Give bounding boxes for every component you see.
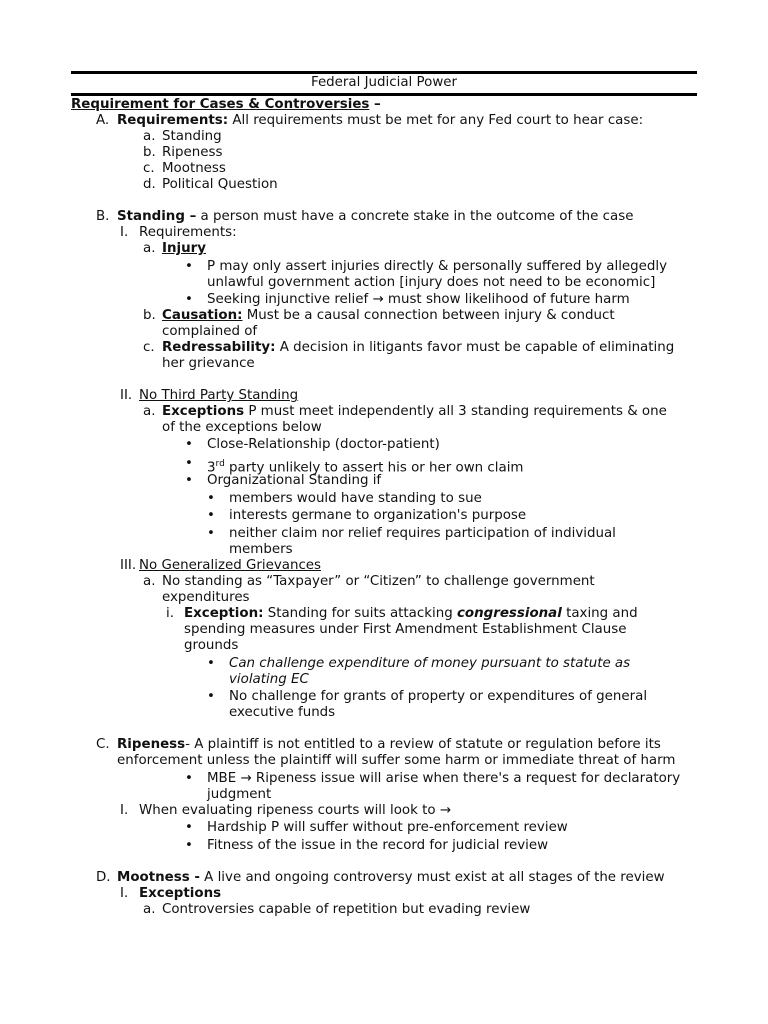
item-C-label: Ripeness bbox=[117, 737, 186, 752]
item-B bbox=[96, 209, 633, 225]
list-num: a. bbox=[143, 241, 156, 256]
list-num: a. bbox=[143, 129, 156, 144]
roman-num: III. bbox=[120, 558, 137, 573]
D-I bbox=[120, 886, 221, 902]
bullet-item: • MBE → Ripeness issue will arise when there's a request for declaratory bbox=[207, 771, 680, 787]
list-num: a. bbox=[143, 574, 156, 589]
exception-label: Exception: bbox=[184, 606, 264, 621]
sub-bullet-item: • neither claim nor relief requires participation of individual bbox=[229, 526, 616, 542]
B-I-a bbox=[143, 241, 206, 257]
sub-bullet-item: • interests germane to organization's purpose bbox=[229, 508, 526, 524]
causation-label: Causation: bbox=[162, 308, 243, 323]
item-C bbox=[96, 737, 661, 753]
exception-text-end: taxing and bbox=[561, 606, 638, 621]
list-item bbox=[143, 161, 226, 177]
roman-text: Requirements: bbox=[139, 225, 237, 240]
redressability-label: Redressability: bbox=[162, 340, 276, 355]
ordinal-suffix: rd bbox=[215, 459, 225, 469]
list-text: Mootness bbox=[162, 161, 226, 176]
bullet-continuation: members bbox=[229, 542, 293, 557]
D-I-a bbox=[143, 902, 530, 918]
item-A-text: All requirements must be met for any Fed court to hear case: bbox=[228, 113, 644, 128]
roman-num: I. bbox=[120, 886, 129, 901]
B-III-i bbox=[166, 606, 638, 622]
list-item bbox=[143, 145, 222, 161]
bullet-item: • Hardship P will suffer without pre-enforcement review bbox=[207, 820, 568, 836]
item-A-label: Requirements: bbox=[117, 113, 229, 128]
sub-bullet-item: • members would have standing to sue bbox=[229, 491, 482, 507]
item-A bbox=[96, 113, 643, 129]
bullet-item: • No challenge for grants of property or expenditures of general bbox=[229, 689, 647, 705]
item-D-label: Mootness - bbox=[117, 870, 200, 885]
bullet-continuation: executive funds bbox=[229, 705, 336, 720]
roman-num: I. bbox=[120, 803, 129, 818]
continuation: expenditures bbox=[162, 590, 250, 605]
bullet-continuation: judgment bbox=[207, 787, 272, 802]
B-III bbox=[120, 558, 321, 574]
item-C-num: C. bbox=[96, 737, 110, 752]
B-III-a bbox=[143, 574, 595, 590]
title-rule bbox=[71, 93, 697, 96]
roman-text: When evaluating ripeness courts will look to → bbox=[139, 803, 452, 818]
ordinal-number: 3 bbox=[207, 460, 216, 476]
roman-num: I. bbox=[120, 225, 129, 240]
exceptions-text: P must meet independently all 3 standing requirements & one bbox=[244, 404, 667, 419]
bullet-item: • Organizational Standing if bbox=[207, 473, 381, 489]
bullet-item: • Fitness of the issue in the record for judicial review bbox=[207, 838, 548, 854]
list-num: c. bbox=[143, 340, 155, 355]
list-item bbox=[143, 129, 222, 145]
bullet-item: • Seeking injunctive relief → must show likelihood of future harm bbox=[207, 292, 630, 308]
bullet-item: • Close-Relationship (doctor-patient) bbox=[207, 437, 440, 453]
B-II-a bbox=[143, 404, 667, 420]
item-D-num: D. bbox=[96, 870, 111, 885]
continuation: complained of bbox=[162, 324, 258, 339]
bullet-item: • P may only assert injuries directly & personally suffered by allegedly bbox=[207, 259, 667, 275]
roman-title: No Third Party Standing bbox=[139, 388, 299, 403]
list-num: a. bbox=[143, 404, 156, 419]
roman-num: II. bbox=[120, 388, 133, 403]
emphasis-text: congressional bbox=[456, 606, 562, 621]
bullet-text: party unlikely to assert his or her own claim bbox=[224, 460, 524, 476]
list-text: Standing bbox=[162, 129, 222, 144]
roman-num: i. bbox=[166, 606, 174, 621]
B-I bbox=[120, 225, 237, 241]
item-D-text: A live and ongoing controversy must exist at all stages of the review bbox=[199, 870, 665, 885]
list-num: c. bbox=[143, 161, 155, 176]
italic-text: violating EC bbox=[229, 672, 309, 687]
list-text: Ripeness bbox=[162, 145, 223, 160]
roman-title: No Generalized Grievances bbox=[139, 558, 322, 573]
item-B-num: B. bbox=[96, 209, 110, 224]
continuation: grounds bbox=[184, 638, 239, 653]
list-num: d. bbox=[143, 177, 156, 192]
item-B-text: a person must have a concrete stake in the outcome of the case bbox=[196, 209, 634, 224]
bullet-continuation: unlawful government action [injury does not need to be economic] bbox=[207, 275, 656, 290]
heading-dash: – bbox=[369, 97, 381, 112]
B-II bbox=[120, 388, 298, 404]
exception-text: Standing for suits attacking bbox=[263, 606, 457, 621]
italic-text: Can challenge expenditure of money pursuant to statute as bbox=[229, 656, 631, 671]
item-D bbox=[96, 870, 665, 886]
B-I-c bbox=[143, 340, 674, 356]
injury-label: Injury bbox=[162, 241, 206, 256]
section-heading bbox=[71, 97, 381, 113]
continuation: enforcement unless the plaintiff will suffer some harm or immediate threat of harm bbox=[117, 753, 676, 768]
item-B-label: Standing – bbox=[117, 209, 197, 224]
item-A-num: A. bbox=[96, 113, 110, 128]
list-item bbox=[143, 177, 278, 193]
bullet-continuation bbox=[229, 672, 309, 688]
continuation: spending measures under First Amendment Establishment Clause bbox=[184, 622, 627, 637]
C-I bbox=[120, 803, 451, 819]
item-C-text: - A plaintiff is not entitled to a review of statute or regulation before its bbox=[185, 737, 661, 752]
continuation: her grievance bbox=[162, 356, 255, 371]
exceptions-label: Exceptions bbox=[162, 404, 245, 419]
B-I-b bbox=[143, 308, 615, 324]
list-text: Controversies capable of repetition but evading review bbox=[162, 902, 531, 917]
exceptions-label: Exceptions bbox=[139, 886, 222, 901]
continuation: of the exceptions below bbox=[162, 420, 322, 435]
heading-text: Requirement for Cases & Controversies bbox=[71, 97, 370, 112]
list-text: No standing as “Taxpayer” or “Citizen” to challenge government bbox=[162, 574, 595, 589]
list-num: b. bbox=[143, 145, 156, 160]
document-title: Federal Judicial Power bbox=[310, 75, 458, 90]
list-text: Political Question bbox=[162, 177, 278, 192]
top-rule bbox=[71, 71, 697, 74]
redressability-text: A decision in litigants favor must be capable of eliminating bbox=[275, 340, 675, 355]
bullet-item bbox=[229, 656, 630, 672]
list-num: b. bbox=[143, 308, 156, 323]
causation-text: Must be a causal connection between injury & conduct bbox=[242, 308, 615, 323]
list-num: a. bbox=[143, 902, 156, 917]
